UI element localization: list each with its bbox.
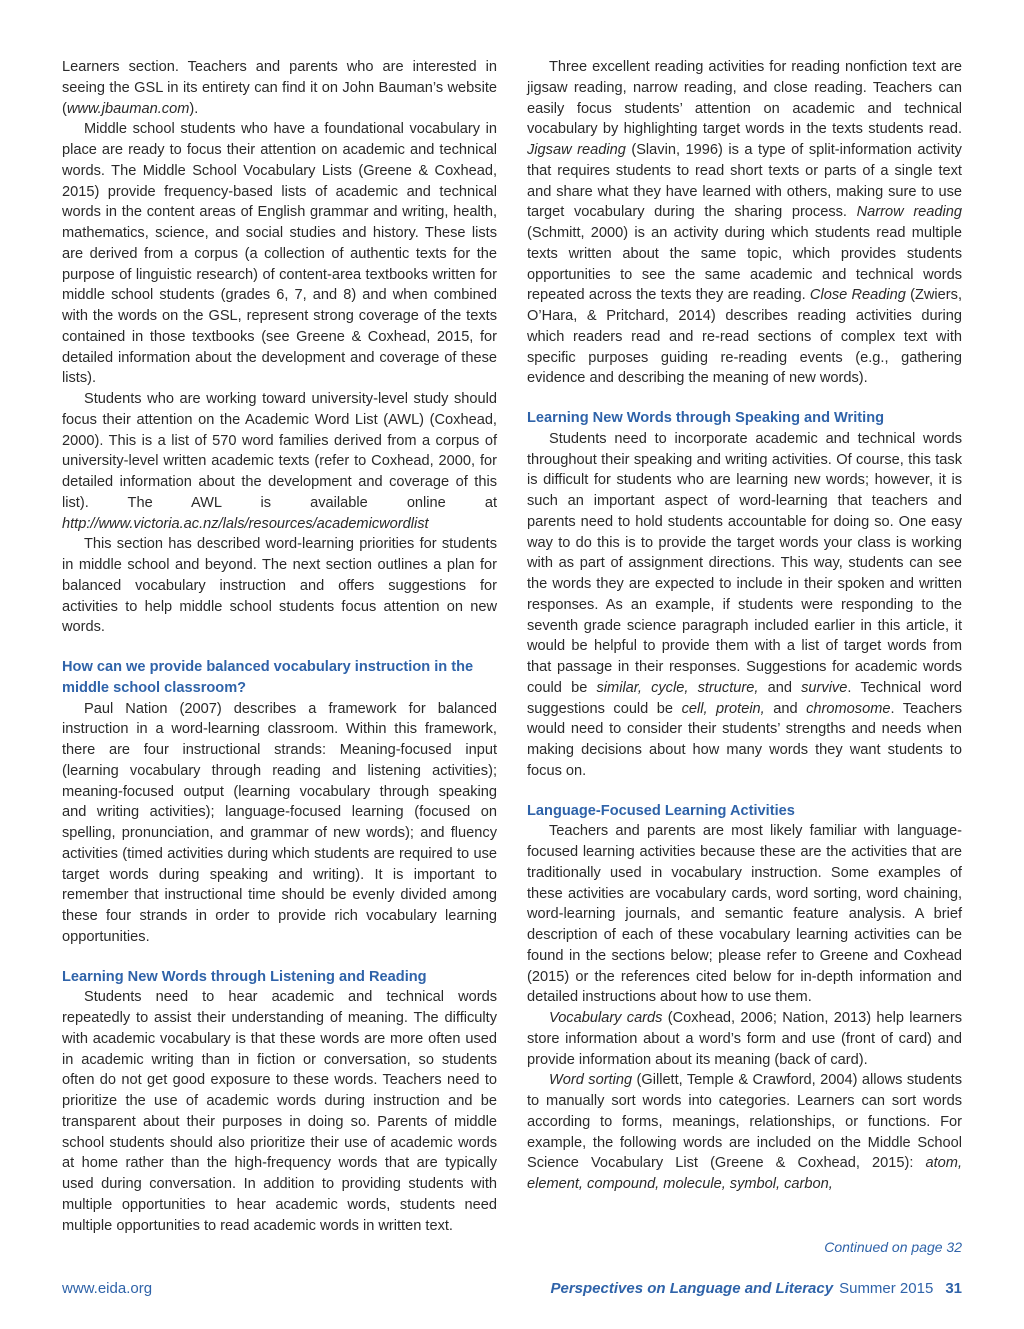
paragraph-text: . Technical word suggestions could be [527, 679, 962, 717]
term: Narrow reading [856, 204, 962, 221]
paragraph-text: (Slavin, 1996) is a type of split-information activity that requires students to read short texts or parts of a single text and share what they have learned with others, making sure to use target vocabulary during the sharing process. [527, 142, 962, 221]
continued-note: Continued on page 32 [824, 1239, 962, 1255]
paragraph [62, 57, 497, 119]
paragraph: Paul Nation (2007) describes a framework for balanced instruction in a word-learning classroom. Within this framework, there are four instructional strands: Meaning-focused input (learning vocabulary through reading and listening activities); meaning-focused output (learning vocabulary through speaking and writing activities); language-focused learning (focused on spelling, pronunciation, and grammar of new words); and fluency activities (timed activities during which students are required to use target words during speaking and writing). It is important to remember that instructional time should be evenly divided among these four strands in order to provide rich vocabulary learning opportunities. [62, 700, 497, 945]
term: survive [801, 679, 848, 696]
right-column [527, 57, 962, 1195]
paragraph: This section has described word-learning priorities for students in middle school and beyond. The next section outlines a plan for balanced vocabulary instruction and offers suggestions for activities to help middle school students focus attention on new words. [62, 536, 497, 636]
paragraph-text: (Zwiers, O’Hara, & Pritchard, 2014) describes reading activities during which readers read and re-read sections of complex text with specific purposes guiding re-reading events (e.g., gathering evidence and describing the meaning of new words). [527, 287, 962, 387]
paragraph [527, 1070, 962, 1195]
paragraph-text: and [764, 700, 807, 717]
paragraph-text: (Coxhead, 2006; Nation, 2013) help learners store information about a word’s form and use (front of card) and provide information about its meaning (back of card). [527, 1010, 963, 1068]
paragraph-text: Three excellent reading activities for reading nonfiction text are jigsaw reading, narrow reading, and close reading. Teachers can easily focus students’ attention on academic and technical vocabulary by highlighting target words in the texts students read. [527, 59, 962, 138]
paragraph: Middle school students who have a foundational vocabulary in place are ready to focus their attention on academic and technical words. The Middle School Vocabulary Lists (Greene & Coxhead, 2015) provide frequency-based lists of academic and technical words in the content areas of English grammar and writing, health, mathematics, science, and social studies and history. These lists are derived from a corpus (a collection of authentic texts for the purpose of linguistic research) of content-area textbooks written for middle school students (grades 6, 7, and 8) and when combined with the words on the GSL, represent strong coverage of the texts contained in those textbooks (see Greene & Coxhead, 2015, for detailed information about the development and coverage of these lists). [62, 121, 497, 387]
term: similar, cycle, structure, [596, 679, 759, 696]
paragraph [527, 1008, 962, 1070]
paragraph-text: ). [189, 100, 199, 117]
section-heading: Language-Focused Learning Activities [527, 802, 795, 819]
paragraph-text: . Teachers would need to consider their students’ strengths and needs when making decisions about how many words they want students to focus on. [527, 700, 963, 779]
term: Jigsaw reading [527, 142, 626, 158]
journal-issue: Summer 2015 [839, 1280, 934, 1297]
page-number: 31 [945, 1280, 962, 1297]
paragraph-text: Students who are working toward university-level study should focus their attention on the Academic Word List (AWL) (Coxhead, 2000). This is a list of 570 word families derived from a corpus of university-level written academic texts (refer to Coxhead, 2000, for detailed information about the development and coverage of this list). The AWL is available online at [62, 391, 497, 511]
paragraph: Students need to hear academic and technical words repeatedly to assist their understanding of meaning. The difficulty with academic vocabulary is that these words are more often used in academic writing than in fiction or conversation, so students often do not get good exposure to these words. Teachers need to prioritize the use of academic words during instruction and be transparent about their purposes in doing so. Parents of middle school students should also prioritize their use of academic words at home rather than the high-frequency words that are typically used during conversation. In addition to providing students with multiple opportunities to hear academic words, students need multiple opportunities to read academic words in written text. [62, 989, 497, 1234]
section-heading: Learning New Words through Listening and Reading [62, 968, 427, 985]
section-heading: Learning New Words through Speaking and Writing [527, 410, 885, 426]
paragraph-text: (Gillett, Temple & Crawford, 2004) allows students to manually sort words into categories. Learners can sort words according to forms, meanings, relationships, or functions. For example, the following words are included on the Middle School Science Vocabulary List (Greene & Coxhead, 2015): [527, 1072, 962, 1172]
paragraph [527, 429, 962, 782]
left-column [62, 57, 497, 1236]
paragraph: Teachers and parents are most likely familiar with language-focused learning activities because these are the activities that are traditionally used in vocabulary instruction. Some examples of these activities are vocabulary cards, word sorting, word chaining, word-learning journals, and semantic feature analysis. A brief description of each of these vocabulary learning activities can be found in the sections below; please refer to Greene and Coxhead (2015) or the references cited below for in-depth information and detailed instructions about how to use them. [527, 823, 962, 1006]
term: Vocabulary cards [549, 1010, 663, 1026]
paragraph-text: Learners section. Teachers and parents who are interested in seeing the GSL in its entirety can find it on John Bauman’s website ( [62, 59, 497, 117]
term: chromosome [806, 700, 891, 717]
term: Close Reading [809, 287, 906, 304]
paragraph [527, 57, 962, 389]
paragraph-text: (Schmitt, 2000) is an activity during which students read multiple texts written about the same topic, which provides students opportunities to see the same academic and technical words repeated across the texts they are reading. [527, 225, 962, 304]
paragraph-text: Students need to incorporate academic and technical words throughout their speaking and writing activities. Of course, this task is difficult for students who are learning new words; however, it is such an important aspect of word-learning that teachers and parents need to hold students accountable for doing so. One easy way to do this is to provide the target words your class is working with as part of assignment directions. This way, students can see the words they are expected to include in their spoken and written responses. As an example, if students were responding to the seventh grade science paragraph included earlier in this article, it would be helpful to provide them with a list of target words from that passage in their responses. Suggestions for academic words could be [527, 430, 962, 696]
term: Word sorting [549, 1072, 633, 1089]
footer-website[interactable]: www.eida.org [62, 1280, 153, 1297]
journal-name: Perspectives on Language and Literacy [550, 1280, 834, 1297]
section-heading: How can we provide balanced vocabulary instruction in the middle school classroom? [62, 659, 474, 696]
jbauman-link[interactable]: www.jbauman.com [66, 100, 190, 117]
paragraph-text: and [758, 679, 802, 696]
footer-journal-info [550, 1280, 962, 1297]
paragraph [62, 389, 497, 534]
term: cell, protein, [681, 700, 765, 717]
awl-link[interactable]: http://www.victoria.ac.nz/lals/resources/academicwordlist [62, 515, 429, 532]
term: atom, element, compound, molecule, symbol, carbon, [527, 1155, 962, 1192]
